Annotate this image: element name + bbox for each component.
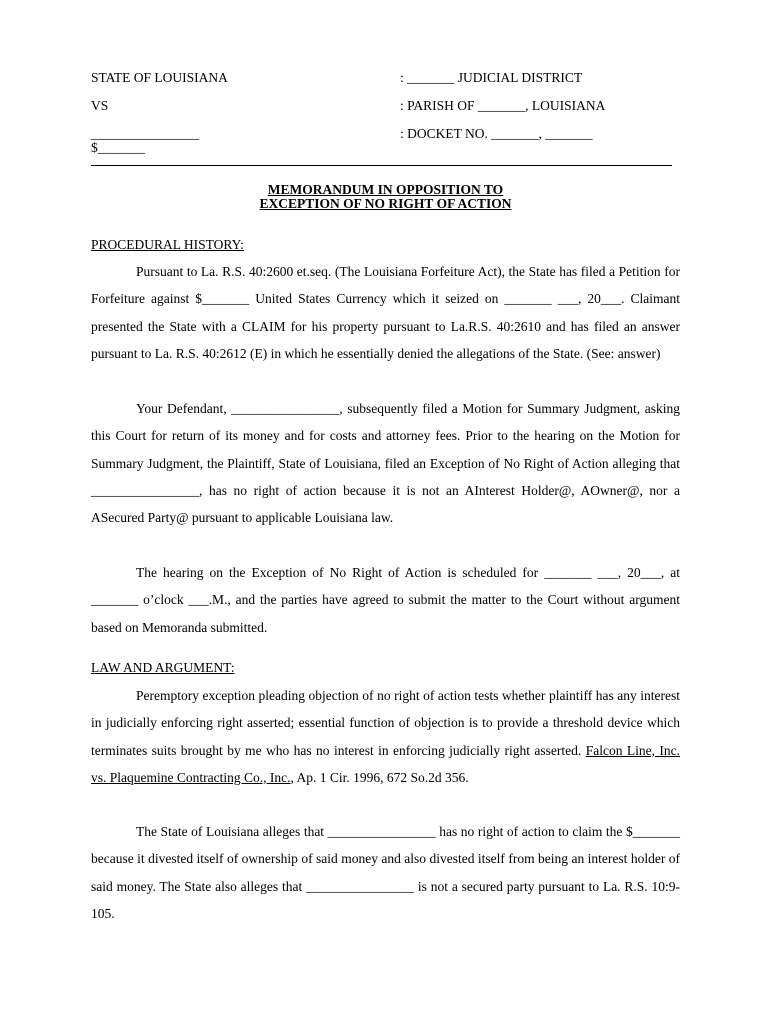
parish-label: : PARISH OF _______, LOUISIANA [400, 98, 606, 113]
claimant-blank: ________________ [91, 126, 199, 141]
state-label: STATE OF LOUISIANA [91, 70, 228, 85]
paragraph-1: Pursuant to La. R.S. 40:2600 et.seq. (The Louisiana Forfeiture Act), the State has filed a Petition for Forfeiture against $_______ United States Currency which it seized on _______ ___, 20___. Claimant presented the State with a CLAIM for his property pursuant to La.R.S. 40:2610 and has filed an answer pursuant to La. R.S. 40:2612 (E) in which he essentially denied the allegations of the State. (See: answer) [91, 264, 680, 361]
paragraph-4-cite: , Ap. 1 Cir. 1996, 672 So.2d 356. [290, 769, 469, 785]
law-and-argument-heading: LAW AND ARGUMENT: [91, 660, 235, 675]
caption-divider [91, 165, 672, 166]
docket-number: : DOCKET NO. _______, _______ [400, 126, 593, 141]
paragraph-2: Your Defendant, ________________, subsequently filed a Motion for Summary Judgment, asking this Court for return of its money and for costs and attorney fees. Prior to the hearing on the Motion for Summary Judgment, the Plaintiff, State of Louisiana, filed an Exception of No Right of Action alleging that ________________, has no right of action because it is not an AInterest Holder@, AOwner@, nor a ASecured Party@ pursuant to applicable Louisiana law. [91, 401, 680, 526]
paragraph-4 [91, 682, 680, 791]
title-line-1: MEMORANDUM IN OPPOSITION TO [267, 182, 504, 197]
title-line-2: EXCEPTION OF NO RIGHT OF ACTION [259, 196, 512, 211]
judicial-district: : _______ JUDICIAL DISTRICT [400, 70, 583, 85]
paragraph-4-text: Peremptory exception pleading objection of no right of action tests whether plaintiff has any interest in judicially enforcing right asserted; essential function of objection is to provide a threshold device which terminates suits brought by me who has no interest in enforcing judicially right asserted. [91, 688, 680, 758]
document-title [91, 183, 680, 211]
procedural-history-heading: PROCEDURAL HISTORY: [91, 237, 244, 252]
case-caption [91, 70, 681, 154]
amount-blank: $_______ [91, 140, 145, 155]
paragraph-3: The hearing on the Exception of No Right of Action is scheduled for _______ ___, 20___, at _______ o’clock ___.M., and the parties have agreed to submit the matter to the Court without argument based on Memoranda submitted. [91, 565, 680, 635]
versus-label: VS [91, 98, 109, 113]
case-citation: Falcon Line, Inc. vs. Plaquemine Contracting Co., Inc. [91, 742, 680, 785]
paragraph-5: The State of Louisiana alleges that ________________ has no right of action to claim the $_______ because it divested itself of ownership of said money and also divested itself from being an interest holder of said money. The State also alleges that ________________ is not a secured party pursuant to La. R.S. 10:9-105. [91, 824, 680, 921]
